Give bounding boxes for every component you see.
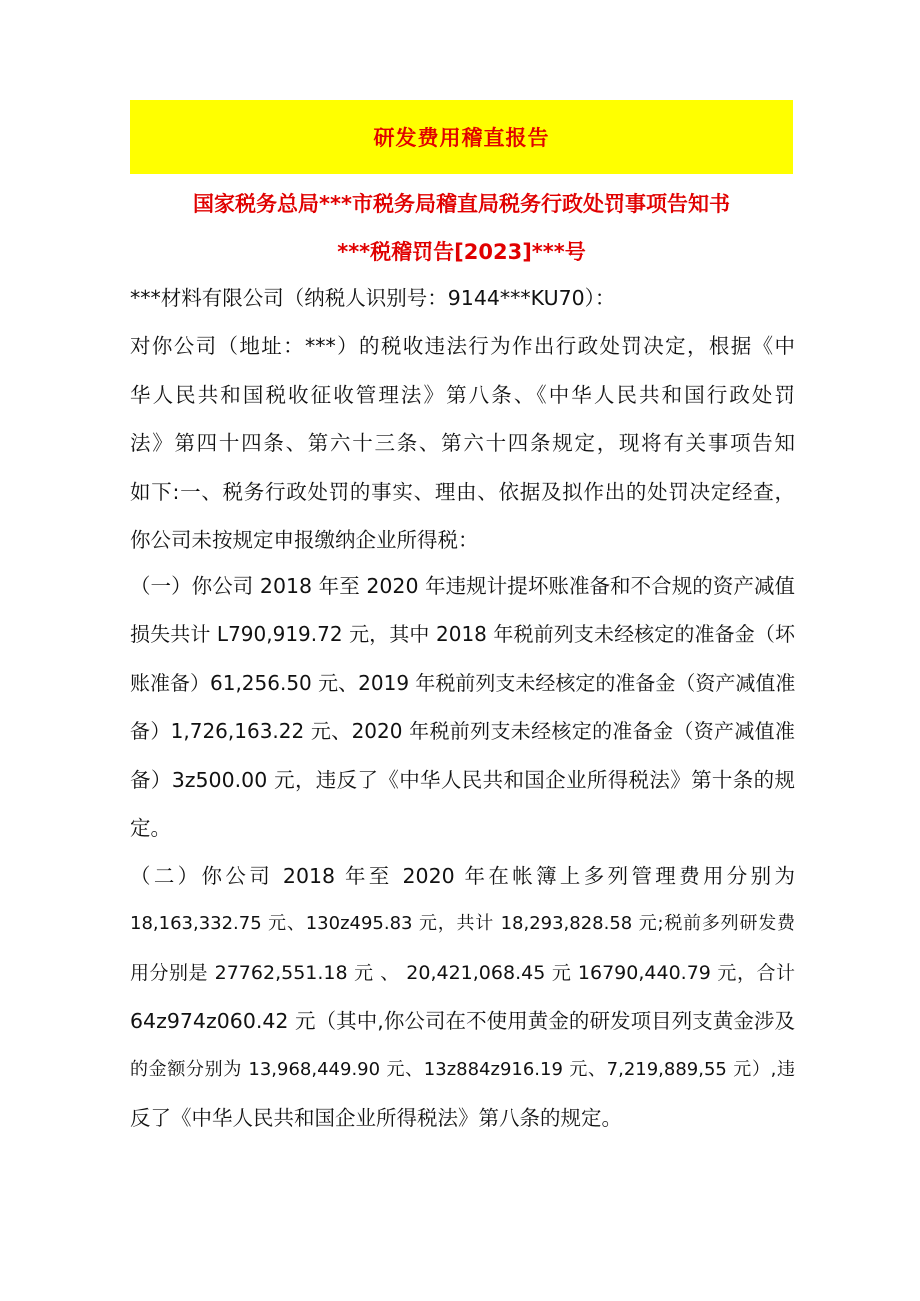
- document-number: ***税稽罚告[2023]***号: [337, 240, 586, 264]
- body-section-two: [130, 852, 795, 1142]
- body-line: 用分别是 27762,551.18 元 、 20,421,068.45 元 16790,440.79 元，合计: [130, 961, 795, 984]
- body-line: （一）你公司 2018 年至 2020 年违规计提坏账准备和不合规的资产减值: [130, 574, 795, 598]
- body-section-intro: [130, 274, 795, 564]
- addressee-line: ***材料有限公司（纳税人识别号：9144***KU70）：: [130, 286, 616, 310]
- body-line: 损失共计 L790,919.72 元，其中 2018 年税前列支未经核定的准备金（坏: [130, 622, 795, 647]
- body-line: 对你公司（地址：***）的税收违法行为作出行政处罚决定，根据《中: [130, 334, 795, 359]
- body-section-one: [130, 562, 795, 852]
- body-line: 反了《中华人民共和国企业所得税法》第八条的规定。: [130, 1105, 622, 1130]
- body-line: 法》第四十四条、第六十三条、第六十四条规定，现将有关事项告知: [130, 431, 795, 456]
- body-line: 你公司未按规定申报缴纳企业所得税：: [130, 527, 479, 552]
- body-line: 18,163,332.75 元、130z495.83 元，共计 18,293,828.58 元;税前多列研发费: [130, 913, 795, 935]
- body-line: 备）1,726,163.22 元、2020 年税前列支未经核定的准备金（资产减值准: [130, 719, 795, 744]
- body-line: 备）3z500.00 元，违反了《中华人民共和国企业所得税法》第十条的规: [130, 767, 795, 792]
- body-line: 如下:一、税务行政处罚的事实、理由、依据及拟作出的处罚决定经查，: [130, 479, 795, 504]
- body-line: （二）你公司 2018 年至 2020 年在帐簿上多列管理费用分别为: [130, 864, 795, 888]
- body-line: 账准备）61,256.50 元、2019 年税前列支未经核定的准备金（资产减值准: [130, 670, 796, 695]
- body-line: 华人民共和国税收征收管理法》第八条、《中华人民共和国行政处罚: [130, 382, 795, 407]
- body-line: 的金额分别为 13,968,449.90 元、13z884z916.19 元、7,219,889,55 元）,违: [130, 1058, 795, 1080]
- report-title: 研发费用稽直报告: [373, 126, 550, 150]
- title-banner: [130, 100, 793, 174]
- body-line: 定。: [130, 815, 171, 840]
- body-line: 64z974z060.42 元（其中,你公司在不使用黄金的研发项目列支黄金涉及: [130, 1009, 795, 1034]
- notice-heading: 国家税务总局***市税务局稽直局税务行政处罚事项告知书: [193, 192, 730, 216]
